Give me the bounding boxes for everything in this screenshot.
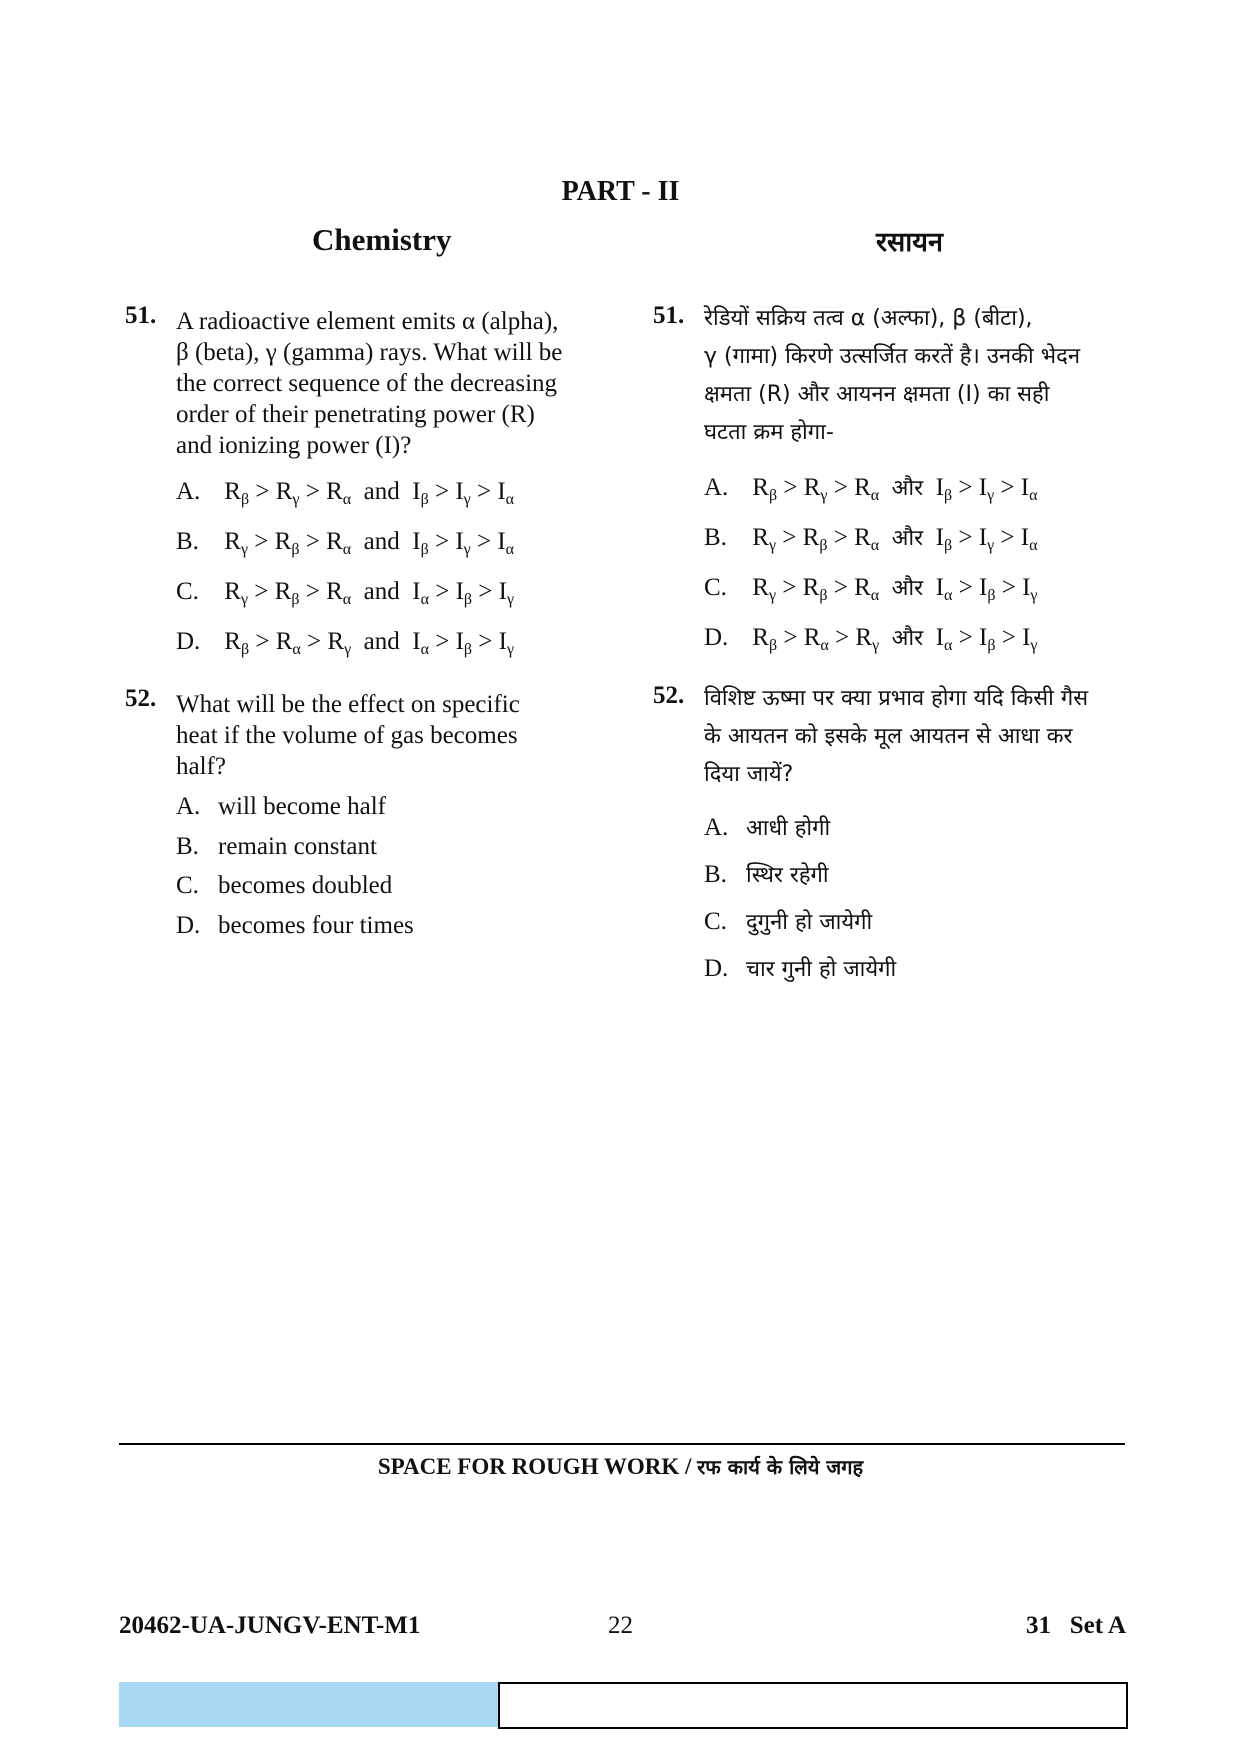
formula: $I_\alpha > I_\beta > I_\gamma$ [935,624,1038,654]
formula: $R_\gamma > R_\beta > R_\alpha$ [752,524,880,554]
formula: $R_\beta > R_\alpha > R_\gamma$ [224,628,352,658]
q51-en-option-b[interactable] [176,528,514,559]
option-text: remain constant [218,833,377,860]
formula: $R_\beta > R_\gamma > R_\alpha$ [752,474,880,504]
rough-work-label [0,1453,1241,1480]
option-text: चार गुनी हो जायेगी [746,957,897,982]
q52-en-option-d[interactable] [176,912,414,940]
subject-title-english: Chemistry [312,222,452,257]
option-label: D. [704,624,729,651]
question-number-52-hi: 52. [653,682,685,709]
conjunction: and [363,478,400,505]
option-label: C. [704,908,727,935]
q51-en-option-d[interactable] [176,628,514,659]
option-label: B. [176,528,199,555]
rough-work-hi: रफ कार्य के लिये जगह [697,1455,864,1479]
option-label: B. [176,833,199,860]
page-number: 22 [608,1612,633,1639]
option-text: will become half [218,793,386,820]
question-number-51-en: 51. [125,302,157,329]
question-51-text-en [176,306,562,461]
conjunction: और [891,626,924,651]
subject-title-hindi: रसायन [876,227,943,258]
formula: $I_\alpha > I_\beta > I_\gamma$ [412,578,515,608]
q51-hi-line: क्षमता (R) और आयनन क्षमता (I) का सही [704,382,1050,407]
q52-en-option-b[interactable] [176,833,377,861]
q51-en-line: A radioactive element emits α (alpha), [176,308,559,335]
formula: $I_\beta > I_\gamma > I_\alpha$ [412,478,515,508]
option-text: becomes four times [218,912,414,939]
option-label: C. [176,872,199,899]
option-label: A. [176,478,201,505]
question-number-52-en: 52. [125,685,157,712]
q52-en-option-a[interactable] [176,793,386,821]
q52-en-line: What will be the effect on specific [176,691,520,718]
formula: $I_\alpha > I_\beta > I_\gamma$ [412,628,515,658]
q51-en-option-a[interactable] [176,478,514,509]
q51-hi-option-d[interactable] [704,622,1037,655]
question-52-text-en [176,689,520,782]
conjunction: and [363,578,400,605]
option-label: A. [704,814,729,841]
option-text: becomes doubled [218,872,393,899]
option-label: A. [704,474,729,501]
formula: $I_\beta > I_\gamma > I_\alpha$ [935,524,1038,554]
q52-hi-option-b[interactable] [704,859,829,889]
formula: $I_\beta > I_\gamma > I_\alpha$ [935,474,1038,504]
option-label: D. [176,628,201,655]
q52-hi-option-a[interactable] [704,812,830,842]
footer-color-bar [119,1682,498,1727]
option-label: C. [704,574,727,601]
q51-hi-line: रेडियों सक्रिय तत्व α (अल्फा), β (बीटा), [704,306,1033,331]
option-label: B. [704,861,727,888]
option-text: आधी होगी [746,816,831,841]
formula: $R_\gamma > R_\beta > R_\alpha$ [224,578,352,608]
question-number-51-hi: 51. [653,302,685,329]
paper-code: 20462-UA-JUNGV-ENT-M1 [119,1612,421,1639]
conjunction: and [363,628,400,655]
rough-work-en: SPACE FOR ROUGH WORK / [377,1454,698,1479]
q51-hi-option-b[interactable] [704,522,1037,555]
conjunction: and [363,528,400,555]
formula: $I_\beta > I_\gamma > I_\alpha$ [412,528,515,558]
q52-hi-option-c[interactable] [704,906,872,936]
q52-hi-line: विशिष्ट ऊष्मा पर क्या प्रभाव होगा यदि किसी गैस [704,686,1089,711]
option-label: B. [704,524,727,551]
q51-en-line: and ionizing power (I)? [176,432,412,459]
option-label: D. [704,955,729,982]
q52-en-line: heat if the volume of gas becomes [176,722,518,749]
q51-en-line: order of their penetrating power (R) [176,401,535,428]
q51-hi-option-c[interactable] [704,572,1037,605]
q51-hi-line: γ (गामा) किरणे उत्सर्जित करतें है। उनकी भेदन [704,344,1081,369]
q51-en-line: β (beta), γ (gamma) rays. What will be [176,339,563,366]
formula: $R_\beta > R_\gamma > R_\alpha$ [224,478,352,508]
formula: $R_\beta > R_\alpha > R_\gamma$ [752,624,880,654]
formula: $I_\alpha > I_\beta > I_\gamma$ [935,574,1038,604]
option-label: A. [176,793,201,820]
conjunction: और [891,476,924,501]
option-label: C. [176,578,199,605]
set-label: 31 Set A [1026,1612,1126,1639]
formula: $R_\gamma > R_\beta > R_\alpha$ [752,574,880,604]
conjunction: और [891,576,924,601]
formula: $R_\gamma > R_\beta > R_\alpha$ [224,528,352,558]
q52-hi-option-d[interactable] [704,953,896,983]
q52-hi-line: दिया जायें? [704,762,794,787]
q52-en-option-c[interactable] [176,872,392,900]
q52-hi-line: के आयतन को इसके मूल आयतन से आधा कर [704,724,1073,749]
q51-hi-line: घटता क्रम होगा- [704,420,834,445]
question-51-text-hi [704,300,1080,452]
option-text: स्थिर रहेगी [746,863,829,888]
rough-work-divider [119,1443,1125,1445]
conjunction: और [891,526,924,551]
q51-en-option-c[interactable] [176,578,514,609]
footer-box [498,1682,1128,1729]
option-text: दुगुनी हो जायेगी [746,910,873,935]
q51-hi-option-a[interactable] [704,472,1037,505]
part-title: PART - II [561,176,680,207]
q51-en-line: the correct sequence of the decreasing [176,370,558,397]
option-label: D. [176,912,201,939]
q52-en-line: half? [176,753,226,780]
question-52-text-hi [704,680,1088,794]
